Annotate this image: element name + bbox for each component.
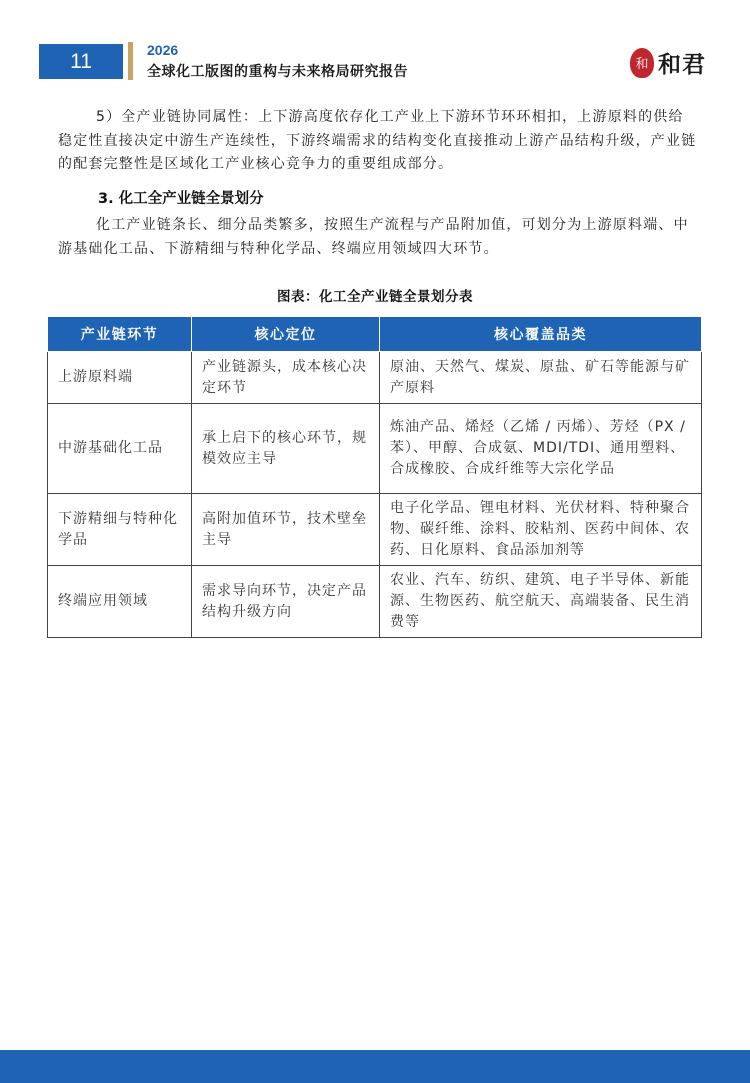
table-cell: 原油、天然气、煤炭、原盐、矿石等能源与矿产原料 [380,352,702,404]
table-caption: 图表：化工全产业链全景划分表 [277,289,473,305]
column-header: 核心定位 [192,317,380,352]
table-cell: 电子化学品、锂电材料、光伏材料、特种聚合物、碳纤维、涂料、胶粘剂、医药中间体、农药、日化原料、食品添加剂等 [380,494,702,566]
table-cell: 炼油产品、烯烃（乙烯 / 丙烯）、芳烃（PX / 苯）、甲醇、合成氨、MDI/TDI、通用塑料、合成橡胶、合成纤维等大宗化学品 [380,404,702,494]
header-divider [128,42,133,80]
logo-text: 和君 [658,52,706,78]
table-cell: 农业、汽车、纺织、建筑、电子半导体、新能源、生物医药、航空航天、高端装备、民生消费等 [380,566,702,638]
table-row [48,566,702,638]
report-title: 全球化工版图的重构与未来格局研究报告 [147,64,408,80]
table-row [48,404,702,494]
paragraph-division: 化工产业链条长、细分品类繁多，按照生产流程与产品附加值，可划分为上游原料端、中游基础化工品、下游精细与特种化学品、终端应用领域四大环节。 [58,217,689,257]
table-cell: 高附加值环节，技术壁垒主导 [192,494,380,566]
footer-bar [0,1050,750,1083]
table-cell: 下游精细与特种化学品 [48,494,192,566]
column-header: 产业链环节 [48,317,192,352]
table-cell: 产业链源头，成本核心决定环节 [192,352,380,404]
page-number: 11 [39,44,123,79]
table-cell: 中游基础化工品 [48,404,192,494]
table-cell: 终端应用领域 [48,566,192,638]
table-cell: 上游原料端 [48,352,192,404]
table-header-row [48,317,702,352]
table-row [48,352,702,404]
report-year: 2026 [147,42,179,58]
table-cell: 承上启下的核心环节，规模效应主导 [192,404,380,494]
section-heading: 3. 化工全产业链全景划分 [98,191,264,207]
brand-logo [630,46,706,79]
column-header: 核心覆盖品类 [380,317,702,352]
paragraph-supply-chain: 5）全产业链协同属性：上下游高度依存化工产业上下游环节环环相扣，上游原料的供给稳定性直接决定中游生产连续性，下游终端需求的结构变化直接推动上游产品结构升级，产业链的配套完整性是区域化工产业核心竞争力的重要组成部分。 [58,109,697,172]
table-cell: 需求导向环节，决定产品结构升级方向 [192,566,380,638]
logo-seal-icon: 和 [630,48,654,78]
table-row [48,494,702,566]
industry-chain-table [47,316,702,638]
